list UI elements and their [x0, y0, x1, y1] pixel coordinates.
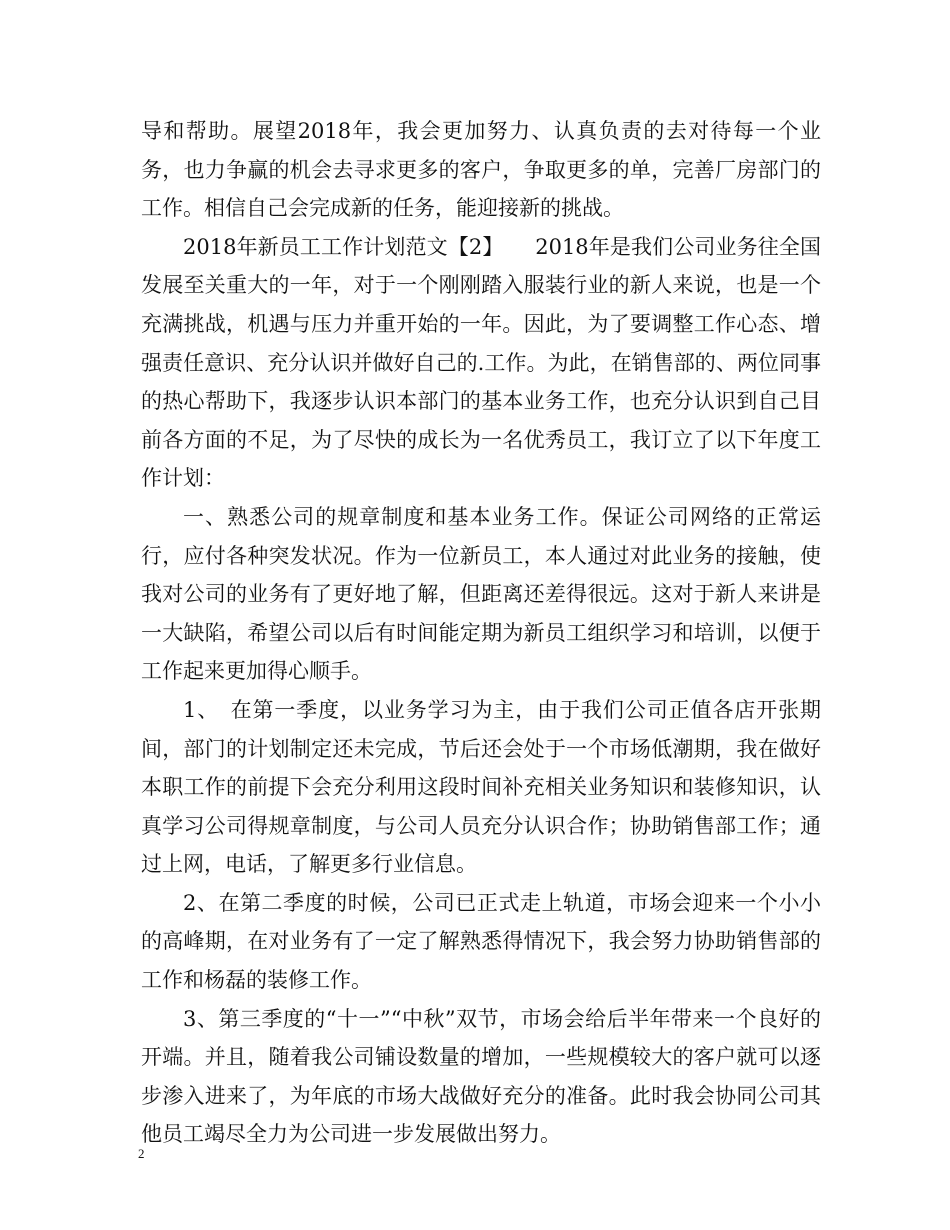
paragraph-first-quarter: 1、 在第一季度，以业务学习为主，由于我们公司正值各店开张期间，部门的计划制定还未完成，节后还会处于一个市场低潮期，我在做好本职工作的前提下会充分利用这段时间补充相关业务知识和装修知识，认真学习公司得规章制度，与公司人员充分认识合作；协助销售部工作；通过上网，电话，了解更多行业信息。 [141, 697, 821, 877]
paragraph-third-quarter: 3、第三季度的“十一”“中秋”双节，市场会给后半年带来一个良好的开端。并且，随着我公司铺设数量的增加，一些规模较大的客户就可以逐步渗入进来了，为年底的市场大战做好充分的准备。此时我会协同公司其他员工竭尽全力为公司进一步发展做出努力。 [141, 1006, 821, 1147]
paragraph-continuation: 导和帮助。展望2018年，我会更加努力、认真负责的去对待每一个业务，也力争赢的机会去寻求更多的客户，争取更多的单，完善厂房部门的工作。相信自己会完成新的任务，能迎接新的挑战。 [141, 119, 821, 221]
paragraph-plan-intro: 2018年新员工工作计划范文【2】 2018年是我们公司业务往全国发展至关重大的一年，对于一个刚刚踏入服装行业的新人来说，也是一个充满挑战，机遇与压力并重开始的一年。因此，为了要调整工作心态、增强责任意识、充分认识并做好自己的.工作。为此，在销售部的、两位同事的热心帮助下，我逐步认识本部门的基本业务工作，也充分认识到自己目前各方面的不足，为了尽快的成长为一名优秀员工，我订立了以下年度工作计划： [141, 234, 821, 491]
paragraph-second-quarter: 2、在第二季度的时候，公司已正式走上轨道，市场会迎来一个小小的高峰期，在对业务有了一定了解熟悉得情况下，我会努力协助销售部的工作和杨磊的装修工作。 [141, 890, 821, 993]
document-body [141, 112, 821, 1154]
page-number: 2 [138, 1146, 145, 1161]
paragraph-section-one: 一、熟悉公司的规章制度和基本业务工作。保证公司网络的正常运行，应付各种突发状况。作为一位新员工，本人通过对此业务的接触，使我对公司的业务有了更好地了解，但距离还差得很远。这对于新人来讲是一大缺陷，希望公司以后有时间能定期为新员工组织学习和培训，以便于工作起来更加得心顺手。 [141, 504, 821, 684]
